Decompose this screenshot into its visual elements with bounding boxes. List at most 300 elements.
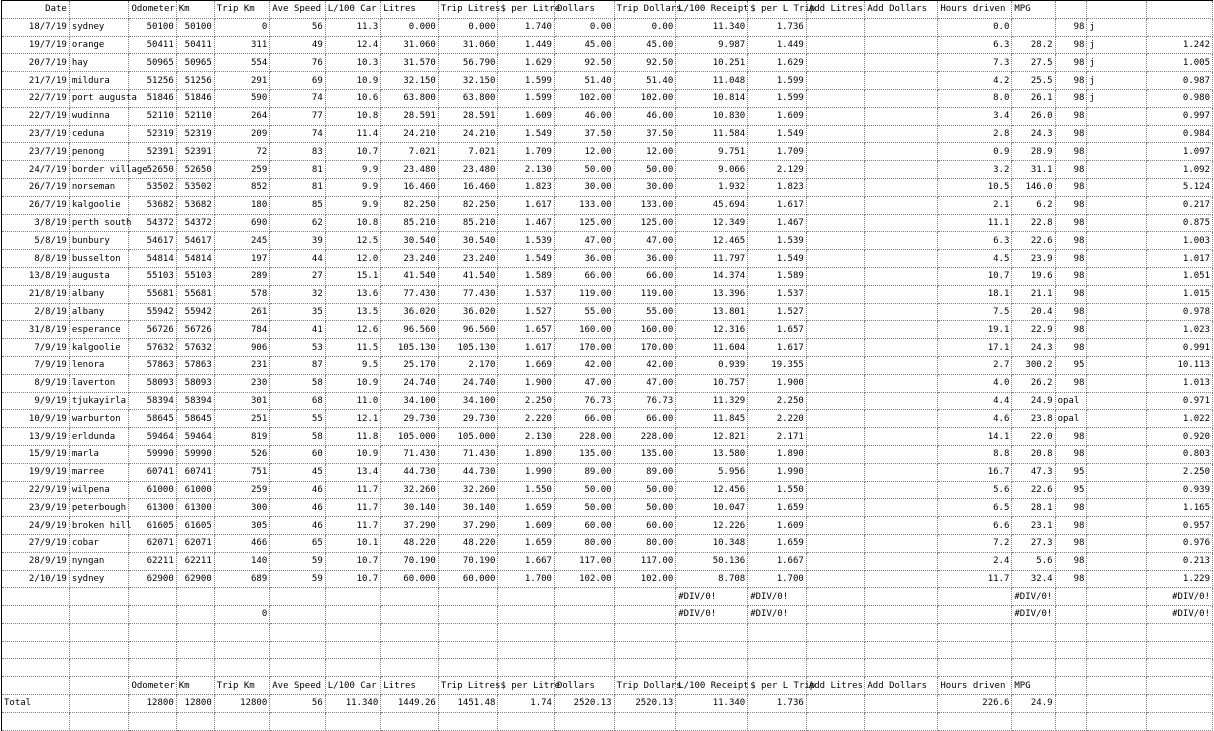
cell[interactable]: 77.430 [381, 285, 439, 303]
cell[interactable]: 0.971 [1147, 392, 1213, 410]
cell[interactable] [806, 214, 865, 232]
cell[interactable]: 82.250 [438, 196, 498, 214]
cell[interactable]: 92.50 [554, 54, 614, 72]
cell[interactable]: 82.250 [381, 196, 439, 214]
cell[interactable]: 52391 [176, 143, 214, 161]
cell[interactable]: 92.50 [614, 54, 676, 72]
cell[interactable]: 7.3 [938, 54, 1012, 72]
cell[interactable]: 305 [214, 517, 270, 535]
cell[interactable]: 50411 [129, 36, 176, 54]
cell[interactable]: 85 [270, 196, 326, 214]
cell[interactable]: 10.6 [325, 89, 381, 107]
cell[interactable] [865, 534, 938, 552]
cell[interactable] [676, 641, 748, 659]
cell[interactable]: 0.997 [1147, 107, 1213, 125]
column-header[interactable]: L/100 Car [325, 1, 381, 19]
cell[interactable] [806, 499, 865, 517]
cell[interactable]: 16.460 [381, 178, 439, 196]
cell[interactable]: 117.00 [614, 552, 676, 570]
cell[interactable] [270, 712, 326, 730]
column-header[interactable] [1087, 1, 1147, 19]
column-header[interactable]: Odometer [129, 1, 176, 19]
cell[interactable]: 61605 [129, 517, 176, 535]
cell[interactable] [806, 445, 865, 463]
cell[interactable]: 2.170 [438, 356, 498, 374]
cell[interactable]: 1.890 [748, 445, 807, 463]
cell[interactable] [865, 107, 938, 125]
cell[interactable]: 76 [270, 54, 326, 72]
cell[interactable]: 10.113 [1147, 356, 1213, 374]
cell[interactable]: 1.667 [498, 552, 555, 570]
cell[interactable]: 4.2 [938, 72, 1012, 90]
cell[interactable] [865, 481, 938, 499]
cell[interactable]: 261 [214, 303, 270, 321]
cell[interactable]: 23.1 [1012, 517, 1055, 535]
cell[interactable] [865, 125, 938, 143]
cell[interactable] [806, 428, 865, 446]
cell[interactable]: 24.740 [381, 374, 439, 392]
cell[interactable]: 59990 [176, 445, 214, 463]
cell[interactable]: 60741 [129, 463, 176, 481]
cell[interactable]: 58645 [129, 410, 176, 428]
cell[interactable]: 22.8 [1012, 214, 1055, 232]
cell[interactable]: 11.340 [676, 695, 748, 713]
cell[interactable]: sydney [69, 570, 129, 588]
cell[interactable]: 50.00 [554, 499, 614, 517]
cell[interactable]: 160.00 [554, 321, 614, 339]
cell[interactable] [129, 712, 176, 730]
cell[interactable] [938, 712, 1012, 730]
cell[interactable]: 22.0 [1012, 428, 1055, 446]
cell[interactable] [1012, 712, 1055, 730]
cell[interactable]: 98 [1055, 161, 1087, 179]
cell[interactable] [1087, 267, 1147, 285]
cell[interactable] [806, 107, 865, 125]
cell[interactable]: 55942 [129, 303, 176, 321]
cell[interactable] [1087, 232, 1147, 250]
cell[interactable]: 55.00 [614, 303, 676, 321]
cell[interactable]: 24.9 [1012, 695, 1055, 713]
cell[interactable]: 10.830 [676, 107, 748, 125]
cell[interactable]: 1.229 [1147, 570, 1213, 588]
cell[interactable]: opal [1055, 410, 1087, 428]
cell[interactable]: 170.00 [554, 339, 614, 357]
cell[interactable]: 11.4 [325, 125, 381, 143]
cell[interactable]: 13.580 [676, 445, 748, 463]
cell[interactable]: 54814 [129, 250, 176, 268]
cell[interactable] [865, 214, 938, 232]
cell[interactable]: 50.00 [614, 481, 676, 499]
cell[interactable]: 11.048 [676, 72, 748, 90]
cell[interactable] [676, 712, 748, 730]
cell[interactable]: wilpena [69, 481, 129, 499]
cell[interactable] [806, 125, 865, 143]
cell[interactable]: 60.00 [614, 517, 676, 535]
cell[interactable]: 50.00 [554, 161, 614, 179]
cell[interactable]: 23.240 [381, 250, 439, 268]
cell[interactable]: 1.617 [498, 339, 555, 357]
cell[interactable] [1055, 659, 1087, 677]
cell[interactable]: 18/7/19 [2, 18, 70, 36]
cell[interactable]: 62900 [176, 570, 214, 588]
cell[interactable]: 3.2 [938, 161, 1012, 179]
cell[interactable]: 6.3 [938, 36, 1012, 54]
cell[interactable]: 160.00 [614, 321, 676, 339]
cell[interactable] [806, 36, 865, 54]
cell[interactable]: 1.550 [748, 481, 807, 499]
cell[interactable]: 30.140 [438, 499, 498, 517]
cell[interactable]: 98 [1055, 499, 1087, 517]
cell[interactable] [806, 659, 865, 677]
cell[interactable] [865, 606, 938, 624]
cell[interactable]: 7.021 [438, 143, 498, 161]
cell[interactable]: 11.584 [676, 125, 748, 143]
cell[interactable]: 68 [270, 392, 326, 410]
cell[interactable]: 12.821 [676, 428, 748, 446]
cell[interactable]: 15.1 [325, 267, 381, 285]
cell[interactable] [865, 89, 938, 107]
cell[interactable] [1055, 712, 1087, 730]
cell[interactable]: 22.6 [1012, 481, 1055, 499]
cell[interactable]: 135.00 [554, 445, 614, 463]
cell[interactable]: 19.6 [1012, 267, 1055, 285]
cell[interactable]: 41 [270, 321, 326, 339]
cell[interactable]: 24.3 [1012, 125, 1055, 143]
cell[interactable]: #DIV/0! [748, 606, 807, 624]
cell[interactable]: 55942 [176, 303, 214, 321]
cell[interactable]: 53682 [129, 196, 176, 214]
cell[interactable]: 1.659 [498, 499, 555, 517]
cell[interactable]: 63.800 [438, 89, 498, 107]
cell[interactable]: 24.210 [381, 125, 439, 143]
cell[interactable]: 25.5 [1012, 72, 1055, 90]
cell[interactable]: 13.396 [676, 285, 748, 303]
cell[interactable]: 80.00 [554, 534, 614, 552]
cell[interactable]: 32.4 [1012, 570, 1055, 588]
cell[interactable]: 1.709 [748, 143, 807, 161]
cell[interactable]: 98 [1055, 36, 1087, 54]
cell[interactable]: 289 [214, 267, 270, 285]
cell[interactable]: 300.2 [1012, 356, 1055, 374]
cell[interactable]: 62071 [129, 534, 176, 552]
cell[interactable]: sydney [69, 18, 129, 36]
cell[interactable]: 12.316 [676, 321, 748, 339]
cell[interactable]: 50411 [176, 36, 214, 54]
cell[interactable]: 1.629 [498, 54, 555, 72]
cell[interactable]: 47.00 [554, 374, 614, 392]
cell[interactable] [214, 659, 270, 677]
cell[interactable]: #DIV/0! [1147, 606, 1213, 624]
cell[interactable]: 31.570 [381, 54, 439, 72]
cell[interactable] [806, 196, 865, 214]
cell[interactable]: 41.540 [381, 267, 439, 285]
cell[interactable]: 0.00 [614, 18, 676, 36]
cell[interactable]: 52650 [176, 161, 214, 179]
cell[interactable]: 2/10/19 [2, 570, 70, 588]
cell[interactable]: 0.000 [381, 18, 439, 36]
cell[interactable]: 1.051 [1147, 267, 1213, 285]
cell[interactable]: 7/9/19 [2, 356, 70, 374]
cell[interactable]: 76.73 [554, 392, 614, 410]
cell[interactable]: 98 [1055, 339, 1087, 357]
cell[interactable]: 0.920 [1147, 428, 1213, 446]
cell[interactable] [554, 588, 614, 606]
cell[interactable]: 46 [270, 481, 326, 499]
cell[interactable] [2, 606, 70, 624]
cell[interactable] [270, 606, 326, 624]
cell[interactable] [748, 712, 807, 730]
cell[interactable]: 10.7 [325, 570, 381, 588]
cell[interactable]: 21.1 [1012, 285, 1055, 303]
cell[interactable] [129, 641, 176, 659]
cell[interactable] [176, 641, 214, 659]
cell[interactable]: 1.609 [498, 517, 555, 535]
cell[interactable] [865, 267, 938, 285]
cell[interactable]: 1.736 [748, 18, 807, 36]
cell[interactable]: 39 [270, 232, 326, 250]
cell[interactable]: 1.549 [498, 250, 555, 268]
cell[interactable]: 20/7/19 [2, 54, 70, 72]
cell[interactable]: 32.260 [438, 481, 498, 499]
cell[interactable]: 44 [270, 250, 326, 268]
cell[interactable]: 55681 [176, 285, 214, 303]
cell[interactable] [865, 356, 938, 374]
cell[interactable] [806, 392, 865, 410]
cell[interactable]: 42.00 [614, 356, 676, 374]
cell[interactable]: 81 [270, 161, 326, 179]
cell[interactable] [69, 588, 129, 606]
cell[interactable] [554, 641, 614, 659]
cell[interactable]: 66.00 [614, 267, 676, 285]
cell[interactable] [865, 623, 938, 641]
cell[interactable]: 32.260 [381, 481, 439, 499]
cell[interactable]: 5.6 [938, 481, 1012, 499]
cell[interactable]: 5/8/19 [2, 232, 70, 250]
cell[interactable] [806, 410, 865, 428]
cell[interactable]: 1.467 [498, 214, 555, 232]
cell[interactable]: 10.9 [325, 374, 381, 392]
cell[interactable]: 1.599 [498, 89, 555, 107]
cell[interactable]: 1449.26 [381, 695, 439, 713]
cell[interactable]: 259 [214, 161, 270, 179]
cell[interactable] [806, 374, 865, 392]
cell[interactable] [2, 641, 70, 659]
cell[interactable]: 31.060 [381, 36, 439, 54]
cell[interactable] [865, 552, 938, 570]
cell[interactable] [214, 712, 270, 730]
cell[interactable]: Trip Km [214, 677, 270, 695]
cell[interactable]: 66.00 [554, 267, 614, 285]
cell[interactable]: 56 [270, 695, 326, 713]
cell[interactable]: 51256 [129, 72, 176, 90]
cell[interactable]: 11.3 [325, 18, 381, 36]
cell[interactable]: 37.50 [614, 125, 676, 143]
cell[interactable] [554, 623, 614, 641]
cell[interactable]: 34.100 [438, 392, 498, 410]
cell[interactable]: 98 [1055, 552, 1087, 570]
cell[interactable]: 54617 [129, 232, 176, 250]
cell[interactable]: 62900 [129, 570, 176, 588]
cell[interactable]: $ per L Trip [748, 677, 807, 695]
cell[interactable]: 72 [214, 143, 270, 161]
cell[interactable]: 28.9 [1012, 143, 1055, 161]
cell[interactable] [69, 606, 129, 624]
cell[interactable]: j [1087, 36, 1147, 54]
cell[interactable]: tjukayirla [69, 392, 129, 410]
cell[interactable]: 6.3 [938, 232, 1012, 250]
cell[interactable] [554, 659, 614, 677]
cell[interactable]: 60.00 [554, 517, 614, 535]
cell[interactable]: 5.124 [1147, 178, 1213, 196]
cell[interactable]: 37.50 [554, 125, 614, 143]
cell[interactable] [1055, 623, 1087, 641]
cell[interactable]: Hours driven [938, 677, 1012, 695]
cell[interactable]: 30.540 [438, 232, 498, 250]
cell[interactable]: 98 [1055, 232, 1087, 250]
cell[interactable]: 12.6 [325, 321, 381, 339]
cell[interactable]: 2.250 [498, 392, 555, 410]
cell[interactable] [1087, 356, 1147, 374]
cell[interactable]: 1.023 [1147, 321, 1213, 339]
cell[interactable]: 51846 [129, 89, 176, 107]
cell[interactable]: #DIV/0! [1012, 606, 1055, 624]
cell[interactable]: augusta [69, 267, 129, 285]
cell[interactable]: 50.00 [614, 161, 676, 179]
cell[interactable]: 1.823 [498, 178, 555, 196]
cell[interactable]: 34.100 [381, 392, 439, 410]
cell[interactable]: 98 [1055, 534, 1087, 552]
cell[interactable] [865, 178, 938, 196]
cell[interactable] [1147, 641, 1213, 659]
cell[interactable]: 47.00 [614, 374, 676, 392]
cell[interactable]: 2.129 [748, 161, 807, 179]
cell[interactable]: 53682 [176, 196, 214, 214]
cell[interactable]: 1.537 [498, 285, 555, 303]
cell[interactable]: 12800 [129, 695, 176, 713]
cell[interactable] [1087, 712, 1147, 730]
cell[interactable]: 12.465 [676, 232, 748, 250]
cell[interactable]: 24/9/19 [2, 517, 70, 535]
column-header[interactable]: Litres [381, 1, 439, 19]
cell[interactable]: 60.000 [438, 570, 498, 588]
cell[interactable] [69, 659, 129, 677]
cell[interactable]: 1.537 [748, 285, 807, 303]
cell[interactable]: 27.5 [1012, 54, 1055, 72]
cell[interactable]: 98 [1055, 54, 1087, 72]
cell[interactable]: 1.539 [748, 232, 807, 250]
column-header[interactable]: MPG [1012, 1, 1055, 19]
cell[interactable]: 1.629 [748, 54, 807, 72]
cell[interactable]: 0.987 [1147, 72, 1213, 90]
cell[interactable]: 4.6 [938, 410, 1012, 428]
cell[interactable]: albany [69, 285, 129, 303]
cell[interactable] [1087, 143, 1147, 161]
cell[interactable]: peterbough [69, 499, 129, 517]
cell[interactable] [1087, 250, 1147, 268]
cell[interactable]: 98 [1055, 250, 1087, 268]
cell[interactable]: 36.020 [438, 303, 498, 321]
cell[interactable] [1087, 659, 1147, 677]
cell[interactable]: lenora [69, 356, 129, 374]
cell[interactable] [1055, 588, 1087, 606]
column-header[interactable]: Add Litres [806, 1, 865, 19]
cell[interactable]: 1.823 [748, 178, 807, 196]
cell[interactable]: 85.210 [438, 214, 498, 232]
cell[interactable] [270, 641, 326, 659]
cell[interactable]: 170.00 [614, 339, 676, 357]
cell[interactable] [865, 339, 938, 357]
cell[interactable]: 1.657 [498, 321, 555, 339]
cell[interactable] [806, 356, 865, 374]
cell[interactable]: 83 [270, 143, 326, 161]
cell[interactable]: 228.00 [554, 428, 614, 446]
cell[interactable]: 26.0 [1012, 107, 1055, 125]
cell[interactable]: 41.540 [438, 267, 498, 285]
cell[interactable] [865, 410, 938, 428]
cell[interactable] [614, 606, 676, 624]
cell[interactable]: 45 [270, 463, 326, 481]
cell[interactable]: 690 [214, 214, 270, 232]
cell[interactable] [1087, 606, 1147, 624]
cell[interactable]: 906 [214, 339, 270, 357]
cell[interactable] [1012, 659, 1055, 677]
cell[interactable]: 140 [214, 552, 270, 570]
cell[interactable]: 311 [214, 36, 270, 54]
cell[interactable]: 16.460 [438, 178, 498, 196]
cell[interactable]: 133.00 [554, 196, 614, 214]
cell[interactable]: 30.00 [614, 178, 676, 196]
cell[interactable] [806, 481, 865, 499]
cell[interactable] [748, 623, 807, 641]
cell[interactable] [1087, 499, 1147, 517]
cell[interactable]: 52391 [129, 143, 176, 161]
cell[interactable] [381, 659, 439, 677]
cell[interactable]: 74 [270, 125, 326, 143]
cell[interactable]: 51.40 [614, 72, 676, 90]
cell[interactable]: port augusta [69, 89, 129, 107]
cell[interactable] [865, 232, 938, 250]
cell[interactable]: broken hill [69, 517, 129, 535]
cell[interactable]: 10.9 [325, 72, 381, 90]
cell[interactable]: 1.659 [498, 534, 555, 552]
cell[interactable]: 6.2 [1012, 196, 1055, 214]
cell[interactable]: 22/7/19 [2, 89, 70, 107]
cell[interactable]: nyngan [69, 552, 129, 570]
cell[interactable]: 7/9/19 [2, 339, 70, 357]
cell[interactable] [1055, 606, 1087, 624]
cell[interactable] [1087, 570, 1147, 588]
cell[interactable] [865, 321, 938, 339]
cell[interactable]: 228.00 [614, 428, 676, 446]
cell[interactable] [325, 623, 381, 641]
cell[interactable]: 26/7/19 [2, 196, 70, 214]
cell[interactable] [806, 54, 865, 72]
cell[interactable] [748, 641, 807, 659]
cell[interactable]: 57632 [129, 339, 176, 357]
cell[interactable]: 1.700 [498, 570, 555, 588]
cell[interactable]: 42.00 [554, 356, 614, 374]
cell[interactable] [381, 641, 439, 659]
cell[interactable]: 0 [214, 606, 270, 624]
cell[interactable]: 23/7/19 [2, 143, 70, 161]
cell[interactable]: orange [69, 36, 129, 54]
cell[interactable]: 1.617 [748, 196, 807, 214]
cell[interactable]: 1.617 [498, 196, 555, 214]
cell[interactable]: 51.40 [554, 72, 614, 90]
cell[interactable] [1087, 695, 1147, 713]
cell[interactable]: Ave Speed [270, 677, 326, 695]
cell[interactable]: 1.527 [498, 303, 555, 321]
